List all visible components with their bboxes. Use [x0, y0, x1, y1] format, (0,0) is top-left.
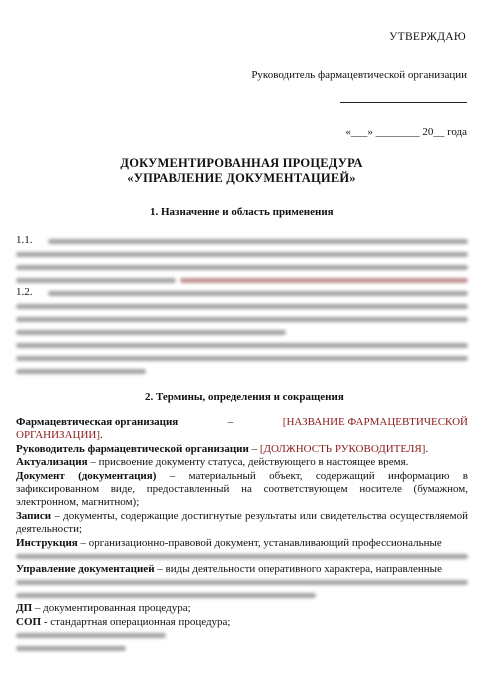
approval-date-line: «___» ________ 20__ года [345, 126, 467, 138]
blurred-text-line [16, 278, 176, 283]
term-name: Инструкция [16, 536, 78, 549]
blurred-text-line [16, 356, 468, 361]
term-tail: . [425, 442, 429, 455]
section-heading-terms: 2. Термины, определения и сокращения [145, 391, 344, 403]
term-definition: – присвоение документу статуса, действующего в настоящее время. [87, 456, 409, 469]
term-name: Актуализация [16, 456, 88, 469]
term-definition: – документы, содержащие достигнутые результаты или свидетельства осуществляемой деятельности; [16, 509, 468, 536]
blurred-text-line [180, 278, 468, 283]
term-entry [16, 470, 468, 510]
blurred-text-line [16, 554, 468, 559]
term-entry [16, 456, 468, 469]
blurred-text-line [16, 317, 468, 322]
term-entry [16, 510, 468, 537]
term-name: Записи [16, 509, 52, 522]
blurred-text-line [16, 304, 468, 309]
term-name: Фармацевтическая организация [16, 416, 179, 428]
term-name: Управление документацией [16, 563, 155, 576]
clause-number: 1.2. [16, 286, 33, 298]
placeholder-org-name-cont: ОРГАНИЗАЦИИ] [16, 429, 101, 442]
term-entry [16, 443, 468, 456]
term-entry-cont [16, 429, 468, 442]
term-name: ДП [16, 602, 33, 615]
term-name: СОП [16, 615, 42, 628]
document-title: ДОКУМЕНТИРОВАННАЯ ПРОЦЕДУРА [120, 156, 363, 170]
blurred-text-line [16, 252, 468, 257]
term-separator: – [248, 442, 260, 455]
term-definition: – документированная процедура; [32, 602, 191, 615]
blurred-text-line [16, 265, 468, 270]
blurred-text-line [16, 633, 166, 638]
terms-list [16, 416, 468, 655]
approver-role: Руководитель фармацевтической организации [251, 69, 467, 81]
term-definition: – материальный объект, содержащий информацию в зафиксированном виде, предоставленный на соответствующем носителе (бумажном, электронном, магнитном); [16, 469, 468, 509]
blurred-text-line [48, 239, 468, 244]
blurred-text-line [16, 330, 286, 335]
blurred-text-line [16, 369, 146, 374]
blurred-row [16, 589, 468, 602]
blurred-row [16, 550, 468, 563]
placeholder-head-position: [ДОЛЖНОСТЬ РУКОВОДИТЕЛЯ] [259, 442, 426, 455]
term-entry [16, 602, 468, 615]
approval-stamp-label: УТВЕРЖДАЮ [389, 31, 466, 43]
term-tail: . [100, 429, 103, 442]
blurred-text-line [16, 343, 468, 348]
blurred-text-line [16, 580, 468, 585]
blurred-row [16, 576, 468, 589]
term-entry [16, 416, 468, 429]
term-entry [16, 616, 468, 629]
blurred-text-line [16, 593, 316, 598]
signature-line [340, 102, 467, 103]
placeholder-org-name: [НАЗВАНИЕ ФАРМАЦЕВТИЧЕСКОЙ [282, 416, 468, 428]
term-definition: – виды деятельности оперативного характера, направленные [154, 563, 442, 576]
term-definition: – организационно-правовой документ, устанавливающий профессиональные [77, 536, 442, 549]
document-subtitle: «УПРАВЛЕНИЕ ДОКУМЕНТАЦИЕЙ» [127, 171, 356, 185]
term-name: Руководитель фармацевтической организации [16, 442, 249, 455]
section-heading-purpose: 1. Назначение и область применения [150, 206, 334, 218]
term-separator: – [227, 416, 234, 428]
blurred-text-line [16, 646, 126, 651]
term-definition: - стандартная операционная процедура; [41, 615, 231, 628]
term-entry [16, 563, 468, 576]
clause-number: 1.1. [16, 234, 33, 246]
term-name: Документ (документация) [16, 469, 157, 482]
blurred-text-line [48, 291, 468, 296]
term-entry [16, 537, 468, 550]
blurred-row [16, 642, 468, 655]
blurred-row [16, 629, 468, 642]
